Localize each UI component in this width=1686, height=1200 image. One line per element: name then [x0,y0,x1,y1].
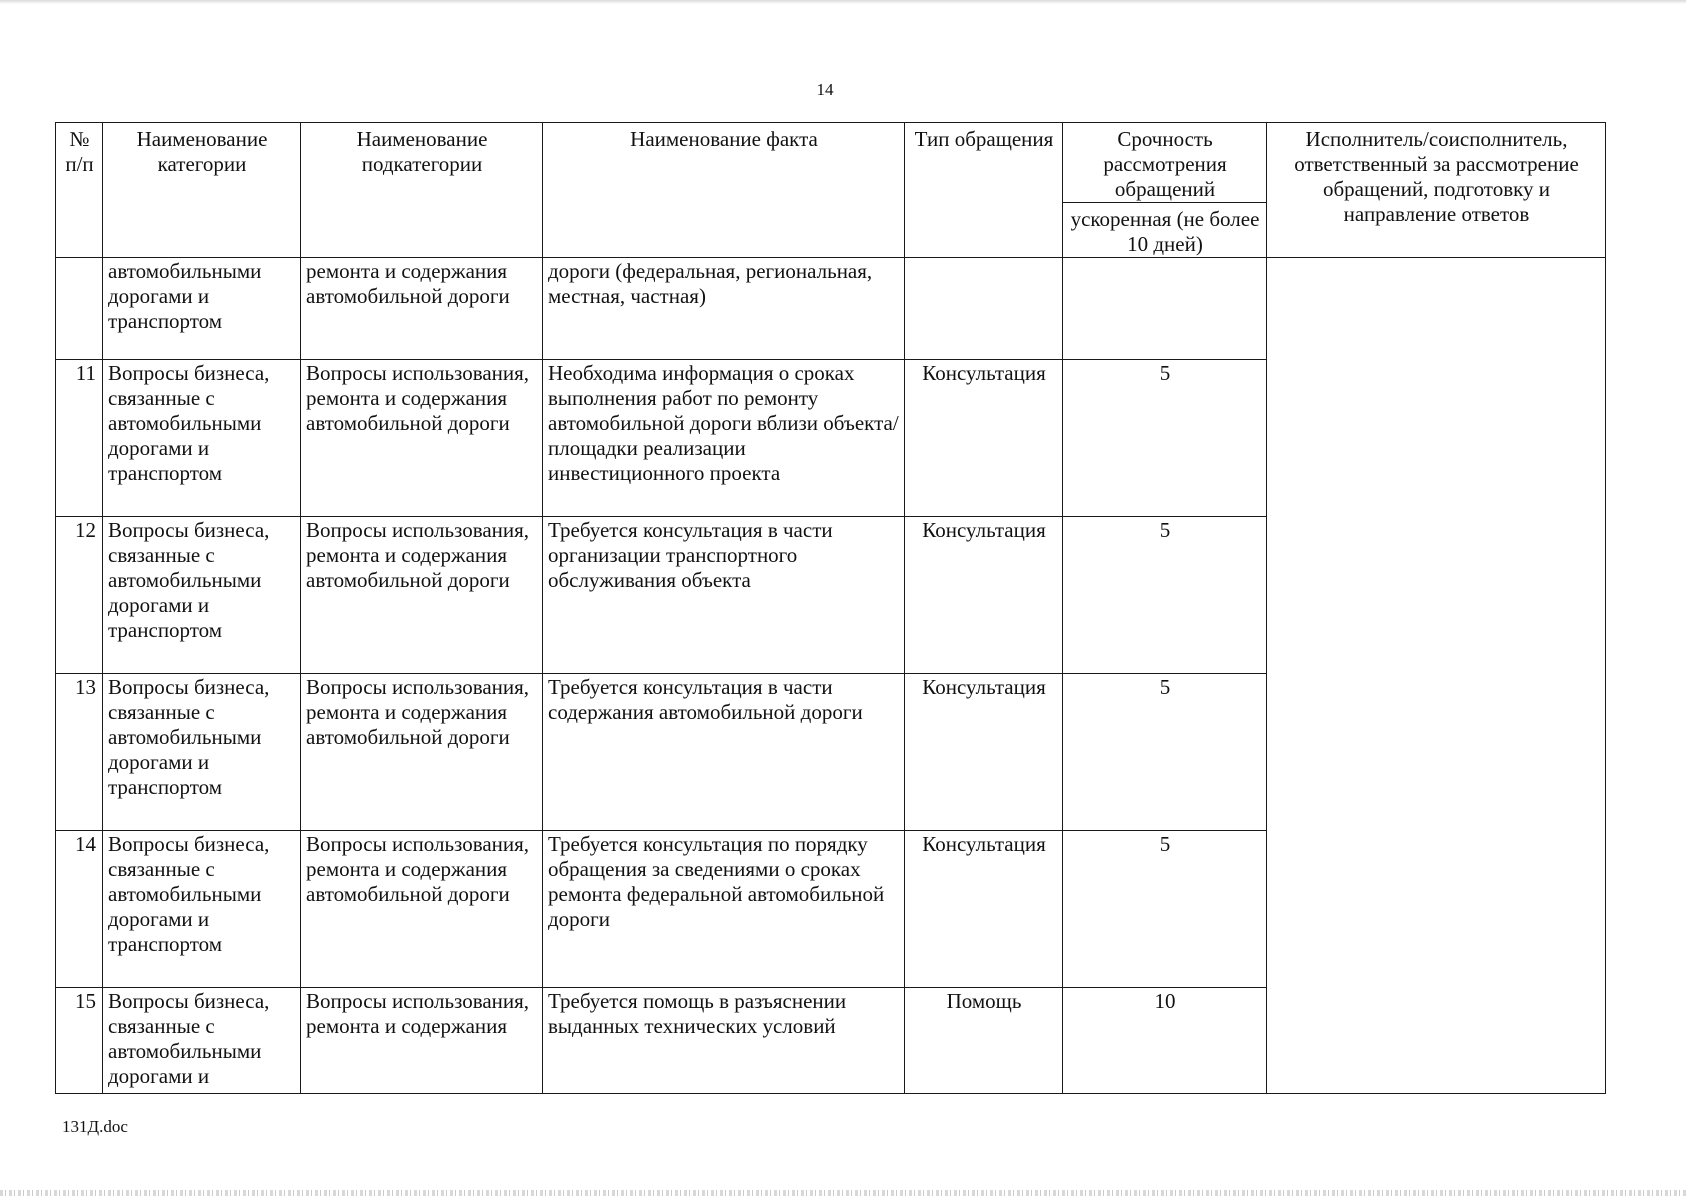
cell-subcategory: ремонта и содержания автомобильной дороги [301,258,543,360]
cell-category: Вопросы бизнеса, связанные с автомобильными дорогами и транспортом [103,517,301,674]
cell-subcategory: Вопросы использования, ремонта и содержания [301,988,543,1094]
cell-num: 12 [56,517,103,674]
cell-num: 14 [56,831,103,988]
cell-subcategory: Вопросы использования, ремонта и содержания автомобильной дороги [301,517,543,674]
cell-type: Консультация [905,674,1063,831]
header-category: Наименование категории [103,123,301,258]
cell-urgency: 5 [1063,360,1267,517]
cell-urgency: 5 [1063,831,1267,988]
cell-category: Вопросы бизнеса, связанные с автомобильными дорогами и транспортом [103,831,301,988]
cell-num: 15 [56,988,103,1094]
header-fact: Наименование факта [543,123,905,258]
table-row [56,258,1606,360]
document-filename: 131Д.doc [62,1117,128,1136]
header-type: Тип обращения [905,123,1063,258]
cell-urgency: 5 [1063,674,1267,831]
cell-fact: дороги (федеральная, региональная, местная, частная) [543,258,905,360]
cell-fact: Требуется консультация по порядку обращения за сведениями о сроках ремонта федеральной автомобильной дороги [543,831,905,988]
scan-edge-top [0,0,1686,4]
scan-edge-bottom [0,1190,1686,1196]
cell-fact: Требуется консультация в части организации транспортного обслуживания объекта [543,517,905,674]
cell-type: Консультация [905,517,1063,674]
header-urgency-sub: ускоренная (не более 10 дней) [1063,203,1267,258]
header-row [56,123,1606,203]
cell-fact: Необходима информация о сроках выполнения работ по ремонту автомобильной дороги вблизи объекта/площадки реализации инвестиционного проекта [543,360,905,517]
header-executor: Исполнитель/соисполнитель, ответственный за рассмотрение обращений, подготовку и направление ответов [1267,123,1606,258]
cell-subcategory: Вопросы использования, ремонта и содержания автомобильной дороги [301,674,543,831]
cell-fact: Требуется помощь в разъяснении выданных технических условий [543,988,905,1094]
cell-urgency [1063,258,1267,360]
cell-category: Вопросы бизнеса, связанные с автомобильными дорогами и [103,988,301,1094]
cell-urgency: 10 [1063,988,1267,1094]
header-num: № п/п [56,123,103,258]
cell-subcategory: Вопросы использования, ремонта и содержания автомобильной дороги [301,360,543,517]
header-urgency: Срочность рассмотрения обращений [1063,123,1267,203]
header-subcategory: Наименование подкатегории [301,123,543,258]
cell-urgency: 5 [1063,517,1267,674]
cell-type: Консультация [905,831,1063,988]
cell-num: 11 [56,360,103,517]
cell-num: 13 [56,674,103,831]
cell-executor [1267,258,1606,1094]
cell-subcategory: Вопросы использования, ремонта и содержания автомобильной дороги [301,831,543,988]
cell-type: Помощь [905,988,1063,1094]
cell-num [56,258,103,360]
page-number: 14 [816,80,834,99]
cell-fact: Требуется консультация в части содержания автомобильной дороги [543,674,905,831]
cell-category: Вопросы бизнеса, связанные с автомобильными дорогами и транспортом [103,360,301,517]
cell-type: Консультация [905,360,1063,517]
cell-type [905,258,1063,360]
cell-category: Вопросы бизнеса, связанные с автомобильными дорогами и транспортом [103,674,301,831]
cell-category: автомобильными дорогами и транспортом [103,258,301,360]
document-table [55,122,1606,1094]
